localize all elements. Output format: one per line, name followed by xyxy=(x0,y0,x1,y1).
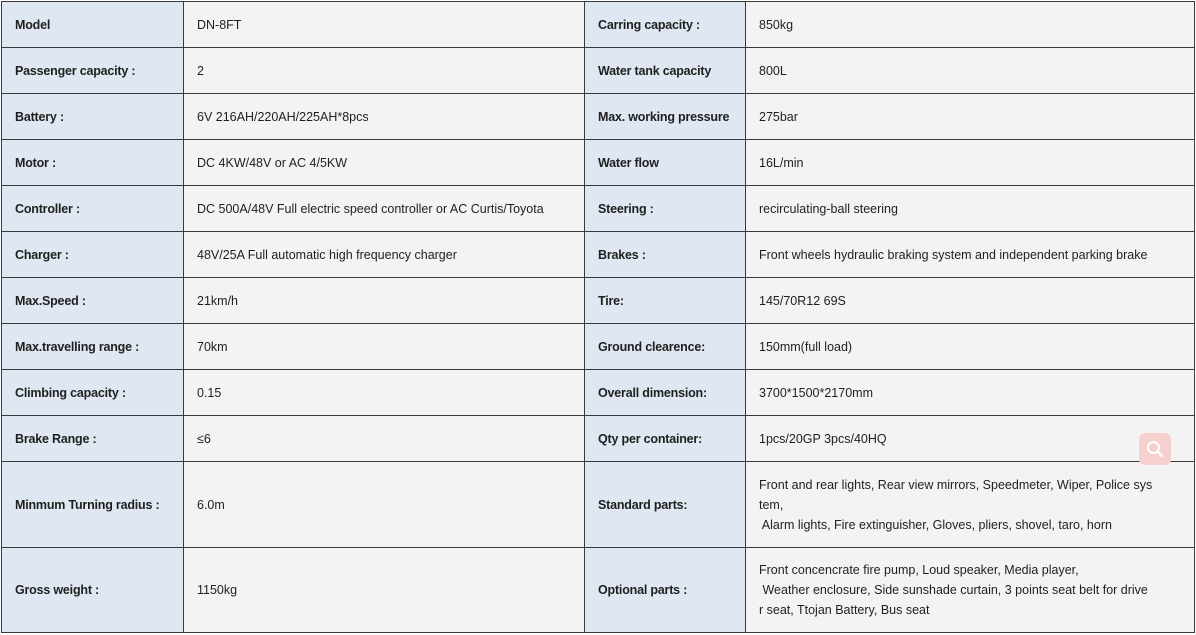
spec-value: 1pcs/20GP 3pcs/40HQ xyxy=(746,416,1195,462)
spec-label: Steering : xyxy=(585,186,746,232)
spec-value: recirculating-ball steering xyxy=(746,186,1195,232)
spec-value: 3700*1500*2170mm xyxy=(746,370,1195,416)
spec-value: 48V/25A Full automatic high frequency charger xyxy=(184,232,585,278)
table-row xyxy=(2,370,1195,416)
table-row xyxy=(2,232,1195,278)
spec-value: 850kg xyxy=(746,2,1195,48)
spec-value: DC 500A/48V Full electric speed controller or AC Curtis/Toyota xyxy=(184,186,585,232)
spec-value xyxy=(746,462,1195,548)
spec-value-line: Front and rear lights, Rear view mirrors, Speedmeter, Wiper, Police sys xyxy=(759,477,1153,492)
spec-label: Qty per container: xyxy=(585,416,746,462)
table-row xyxy=(2,140,1195,186)
spec-value: 6.0m xyxy=(184,462,585,548)
spec-value: 800L xyxy=(746,48,1195,94)
spec-label: Passenger capacity : xyxy=(2,48,184,94)
spec-label: Gross weight : xyxy=(2,548,184,633)
table-row xyxy=(2,324,1195,370)
spec-label: Controller : xyxy=(2,186,184,232)
spec-value: 150mm(full load) xyxy=(746,324,1195,370)
search-button[interactable] xyxy=(1139,433,1171,465)
table-row xyxy=(2,462,1195,548)
spec-value: 16L/min xyxy=(746,140,1195,186)
spec-label: Max.Speed : xyxy=(2,278,184,324)
spec-label: Motor : xyxy=(2,140,184,186)
spec-value: 145/70R12 69S xyxy=(746,278,1195,324)
spec-value: DC 4KW/48V or AC 4/5KW xyxy=(184,140,585,186)
spec-table xyxy=(1,1,1195,633)
spec-label: Brakes : xyxy=(585,232,746,278)
search-icon xyxy=(1145,439,1165,459)
spec-label: Optional parts : xyxy=(585,548,746,633)
table-row xyxy=(2,48,1195,94)
table-row xyxy=(2,94,1195,140)
spec-value: 6V 216AH/220AH/225AH*8pcs xyxy=(184,94,585,140)
spec-label: Overall dimension: xyxy=(585,370,746,416)
spec-label: Carring capacity : xyxy=(585,2,746,48)
spec-label: Minmum Turning radius : xyxy=(2,462,184,548)
spec-label: Climbing capacity : xyxy=(2,370,184,416)
spec-label: Max.travelling range : xyxy=(2,324,184,370)
spec-label: Max. working pressure xyxy=(585,94,746,140)
spec-value-line: Alarm lights, Fire extinguisher, Gloves, pliers, shovel, taro, horn xyxy=(759,517,1112,532)
spec-value: 70km xyxy=(184,324,585,370)
spec-value-line: tem, xyxy=(759,497,784,512)
spec-value: Front wheels hydraulic braking system and independent parking brake xyxy=(746,232,1195,278)
spec-value: 1150kg xyxy=(184,548,585,633)
spec-label: Charger : xyxy=(2,232,184,278)
table-row xyxy=(2,186,1195,232)
spec-value-line: Weather enclosure, Side sunshade curtain, 3 points seat belt for drive xyxy=(759,583,1148,597)
spec-value: ≤6 xyxy=(184,416,585,462)
spec-label: Brake Range : xyxy=(2,416,184,462)
spec-value: 0.15 xyxy=(184,370,585,416)
spec-label: Water flow xyxy=(585,140,746,186)
spec-label: Battery : xyxy=(2,94,184,140)
table-row xyxy=(2,548,1195,633)
table-row xyxy=(2,278,1195,324)
table-row xyxy=(2,2,1195,48)
spec-label: Water tank capacity xyxy=(585,48,746,94)
spec-value: 275bar xyxy=(746,94,1195,140)
spec-value: 2 xyxy=(184,48,585,94)
spec-value: 21km/h xyxy=(184,278,585,324)
spec-label: Ground clearence: xyxy=(585,324,746,370)
spec-value xyxy=(746,548,1195,633)
spec-value-line: Front concencrate fire pump, Loud speaker, Media player, xyxy=(759,563,1079,577)
spec-label: Model xyxy=(2,2,184,48)
spec-label: Standard parts: xyxy=(585,462,746,548)
spec-value: DN-8FT xyxy=(184,2,585,48)
table-row xyxy=(2,416,1195,462)
spec-value-line: r seat, Ttojan Battery, Bus seat xyxy=(759,603,930,617)
spec-label: Tire: xyxy=(585,278,746,324)
